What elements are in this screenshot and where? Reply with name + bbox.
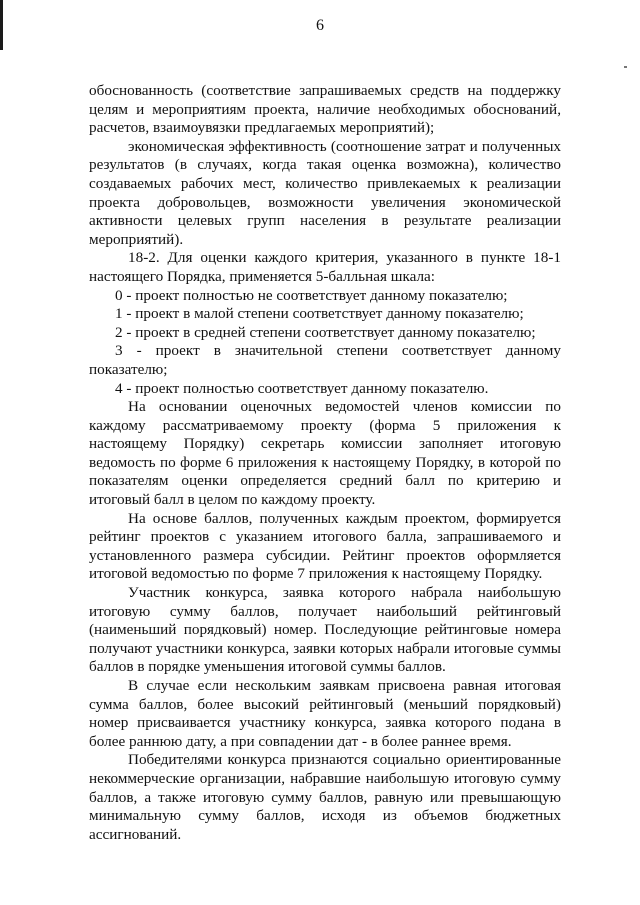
document-body <box>89 82 561 844</box>
paragraph: 1 - проект в малой степени соответствует данному показателю; <box>115 305 524 323</box>
paragraph: Участник конкурса, заявка которого набрала наибольшую итоговую сумму баллов, получает наибольший рейтинговый (наименьший порядковый) номер. Последующие рейтинговые номера получают участники конкурса, заявки которых набрали итоговые суммы баллов в порядке уменьшения итоговой суммы баллов. <box>89 584 561 676</box>
paragraph: 2 - проект в средней степени соответствует данному показателю; <box>115 323 536 341</box>
paragraph: 18-2. Для оценки каждого критерия, указанного в пункте 18-1 настоящего Порядка, применяется 5-балльная шкала: <box>89 249 561 285</box>
paragraph: 3 - проект в значительной степени соответствует данному показателю; <box>89 342 561 378</box>
paragraph: Победителями конкурса признаются социально ориентированные некоммерческие организации, набравшие наибольшую итоговую сумму баллов, а также итоговую сумму баллов, равную или превышающую минимальную сумму баллов, исходя из объемов бюджетных ассигнований. <box>89 751 561 843</box>
paragraph: На основании оценочных ведомостей членов комиссии по каждому рассматриваемому проекту (форма 5 приложения к настоящему Порядку) секретарь комиссии заполняет итоговую ведомость по форме 6 приложения к настоящему Порядку, в которой по показателям оценки определяется средний балл по критерию и итоговый балл в целом по каждому проекту. <box>89 398 561 509</box>
paragraph: На основе баллов, полученных каждым проектом, формируется рейтинг проектов с указанием итогового балла, запрашиваемого и установленного размера субсидии. Рейтинг проектов оформляется итоговой ведомостью по форме 7 приложения к настоящему Порядку. <box>89 509 561 583</box>
paragraph: 0 - проект полностью не соответствует данному показателю; <box>115 286 508 304</box>
page-number: 6 <box>316 17 324 34</box>
scan-mark <box>624 66 627 68</box>
paragraph: 4 - проект полностью соответствует данному показателю. <box>115 379 489 397</box>
paragraph: экономическая эффективность (соотношение затрат и полученных результатов (в случаях, когда такая оценка возможна), количество создаваемых рабочих мест, количество привлекаемых к реализации проекта добровольцев, возможности увеличения экономической активности целевых групп населения в результате реализации мероприятий). <box>89 137 561 248</box>
paragraph: обоснованность (соответствие запрашиваемых средств на поддержку целям и мероприятиям проекта, наличие необходимых обоснований, расчетов, взаимоувязки предлагаемых мероприятий); <box>89 82 561 137</box>
paragraph: В случае если нескольким заявкам присвоена равная итоговая сумма баллов, более высокий рейтинговый (меньший порядковый) номер присваивается участнику конкурса, заявка которого подана в более раннюю дату, а при совпадении дат - в более раннее время. <box>89 677 561 750</box>
